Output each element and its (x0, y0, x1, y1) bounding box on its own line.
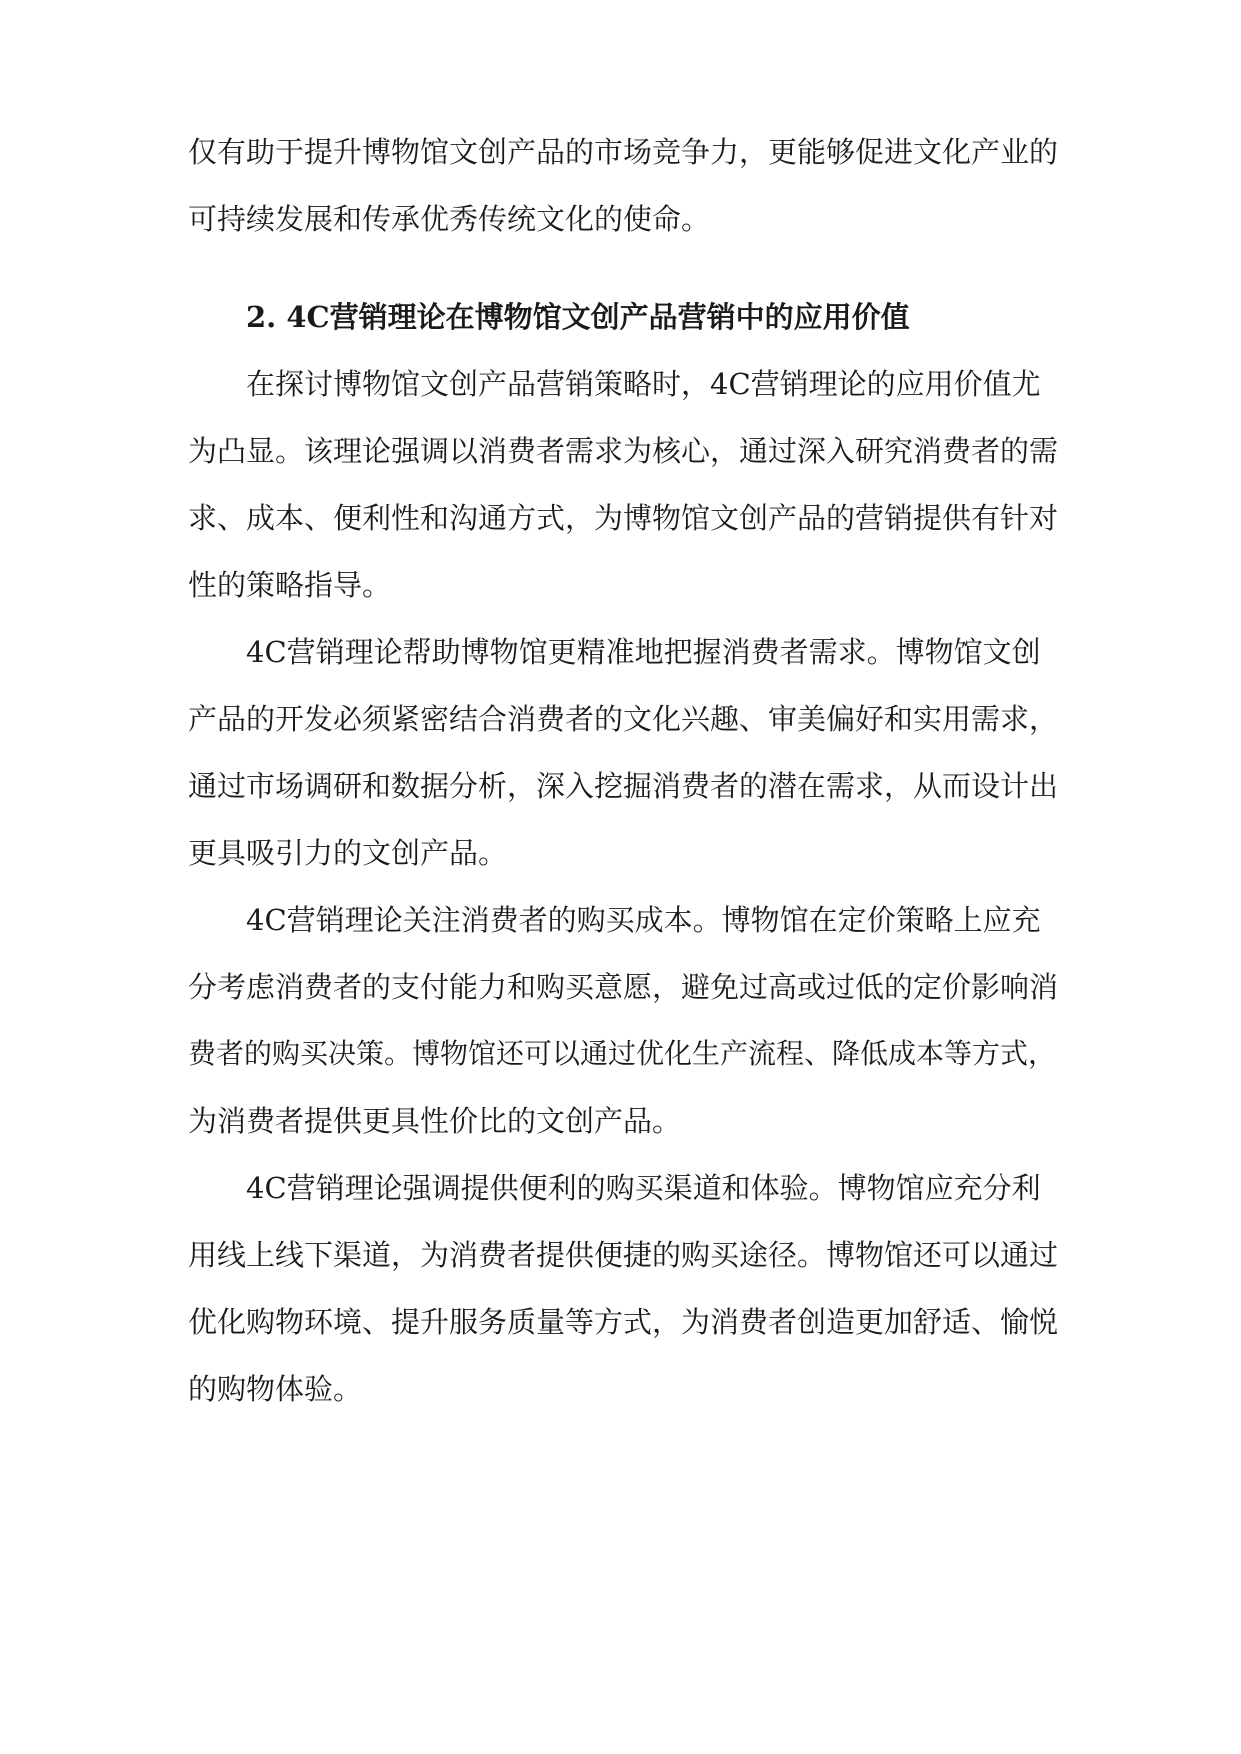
body-text-line: 更具吸引力的文创产品。 (188, 836, 508, 870)
body-text-line: 性的策略指导。 (188, 568, 392, 602)
body-text-line: 优化购物环境、提升服务质量等方式，为消费者创造更加舒适、愉悦 (188, 1305, 1059, 1339)
body-text-line: 在探讨博物馆文创产品营销策略时，4C营销理论的应用价值尤 (246, 367, 1041, 401)
body-text-line: 产品的开发必须紧密结合消费者的文化兴趣、审美偏好和实用需求， (188, 702, 1059, 736)
body-text-line: 4C营销理论关注消费者的购买成本。博物馆在定价策略上应充 (246, 903, 1041, 937)
section-heading: 2. 4C营销理论在博物馆文创产品营销中的应用价值 (246, 300, 910, 334)
body-text-line: 通过市场调研和数据分析，深入挖掘消费者的潜在需求，从而设计出 (188, 769, 1059, 803)
body-text-line: 的购物体验。 (188, 1372, 363, 1406)
body-text-line: 仅有助于提升博物馆文创产品的市场竞争力，更能够促进文化产业的 (188, 135, 1059, 169)
body-text-line: 用线上线下渠道，为消费者提供便捷的购买途径。博物馆还可以通过 (188, 1238, 1059, 1272)
body-text-line: 为消费者提供更具性价比的文创产品。 (188, 1104, 682, 1138)
body-text-line: 4C营销理论强调提供便利的购买渠道和体验。博物馆应充分利 (246, 1171, 1041, 1205)
body-text-line: 费者的购买决策。博物馆还可以通过优化生产流程、降低成本等方式， (188, 1037, 1057, 1070)
body-text-line: 可持续发展和传承优秀传统文化的使命。 (188, 202, 711, 236)
body-text-line: 为凸显。该理论强调以消费者需求为核心，通过深入研究消费者的需 (188, 434, 1059, 468)
body-text-line: 4C营销理论帮助博物馆更精准地把握消费者需求。博物馆文创 (246, 635, 1041, 669)
body-text-line: 求、成本、便利性和沟通方式，为博物馆文创产品的营销提供有针对 (188, 501, 1059, 535)
body-text-line: 分考虑消费者的支付能力和购买意愿，避免过高或过低的定价影响消 (188, 970, 1059, 1004)
